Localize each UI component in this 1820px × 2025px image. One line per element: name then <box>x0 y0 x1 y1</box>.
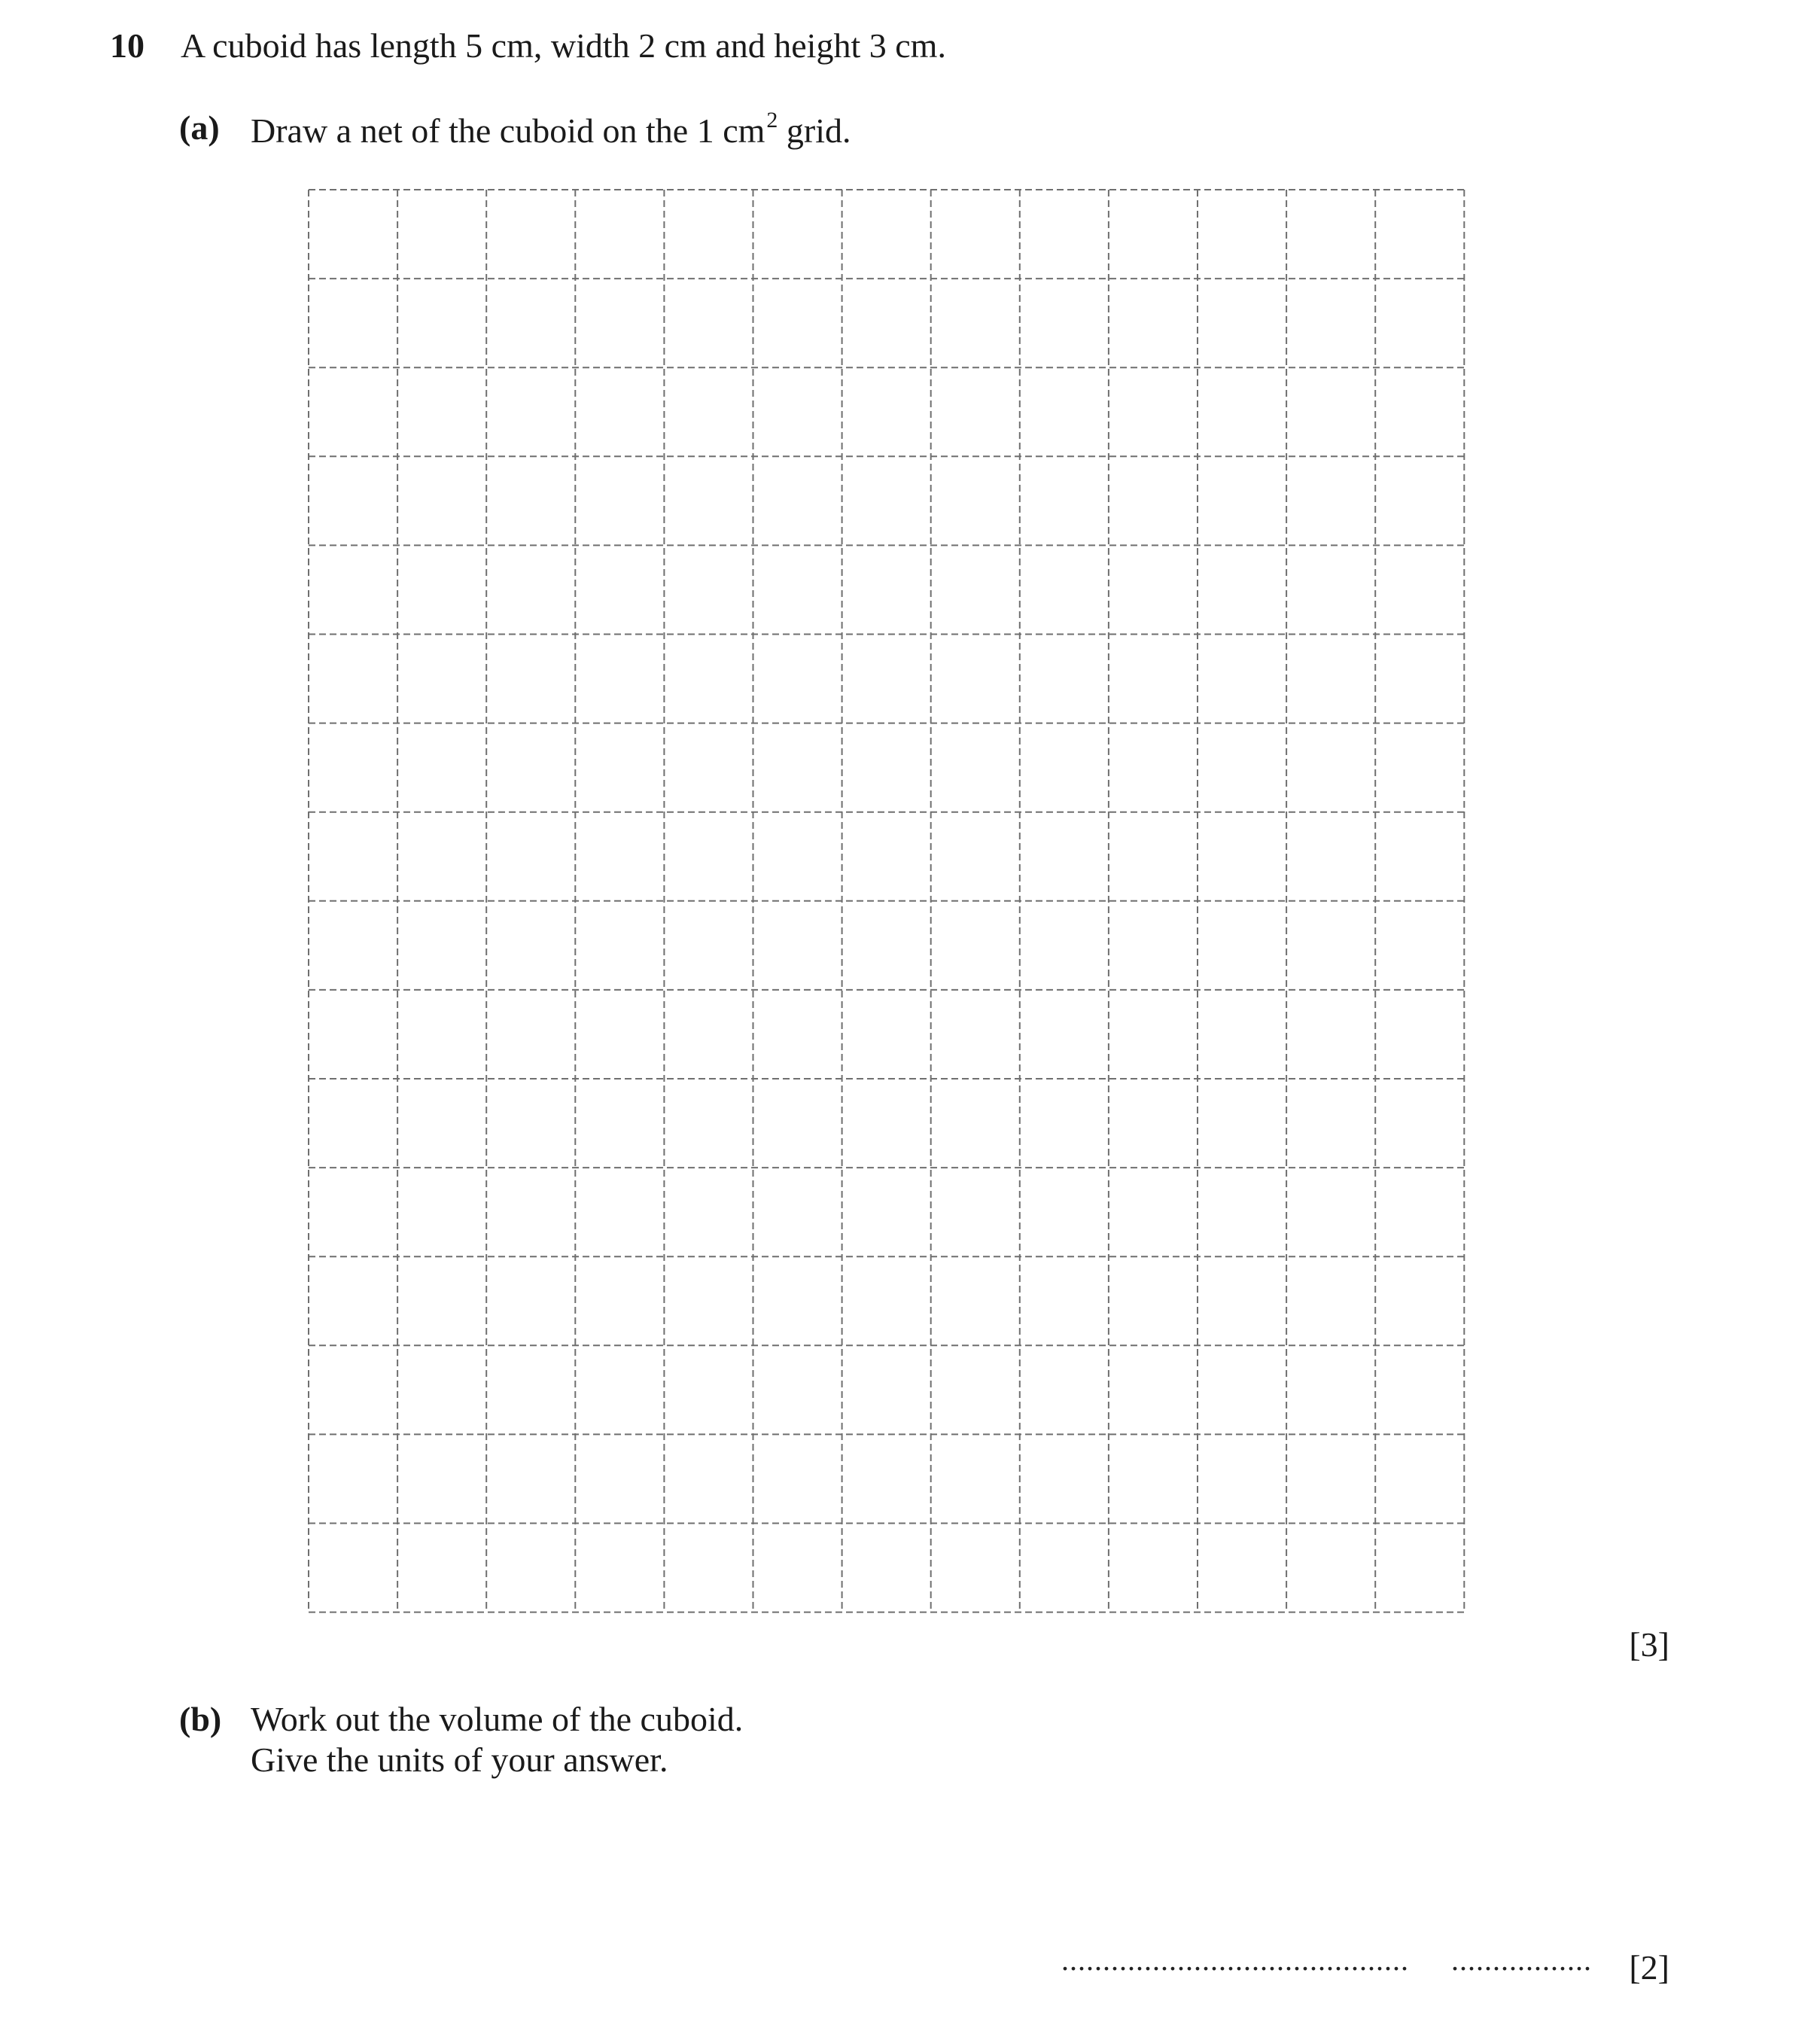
part-a-text-after: grid. <box>778 111 851 150</box>
part-a-label: (a) <box>179 108 220 147</box>
part-b-question-line-2: Give the units of your answer. <box>251 1740 668 1779</box>
answer-line-units[interactable]: ................. <box>1451 1943 1592 1977</box>
question-number: 10 <box>110 26 145 65</box>
question-stem: A cuboid has length 5 cm, width 2 cm and height 3 cm. <box>181 26 946 65</box>
part-b-question-line-1: Work out the volume of the cuboid. <box>251 1700 744 1738</box>
part-b-label: (b) <box>179 1700 222 1738</box>
part-a-text-before: Draw a net of the cuboid on the 1 cm <box>251 111 765 150</box>
part-b-marks: [2] <box>1629 1948 1669 1987</box>
squared-superscript: 2 <box>766 108 778 132</box>
part-a-marks: [3] <box>1629 1625 1669 1664</box>
answer-line-value[interactable]: .......................................... <box>1061 1943 1409 1977</box>
